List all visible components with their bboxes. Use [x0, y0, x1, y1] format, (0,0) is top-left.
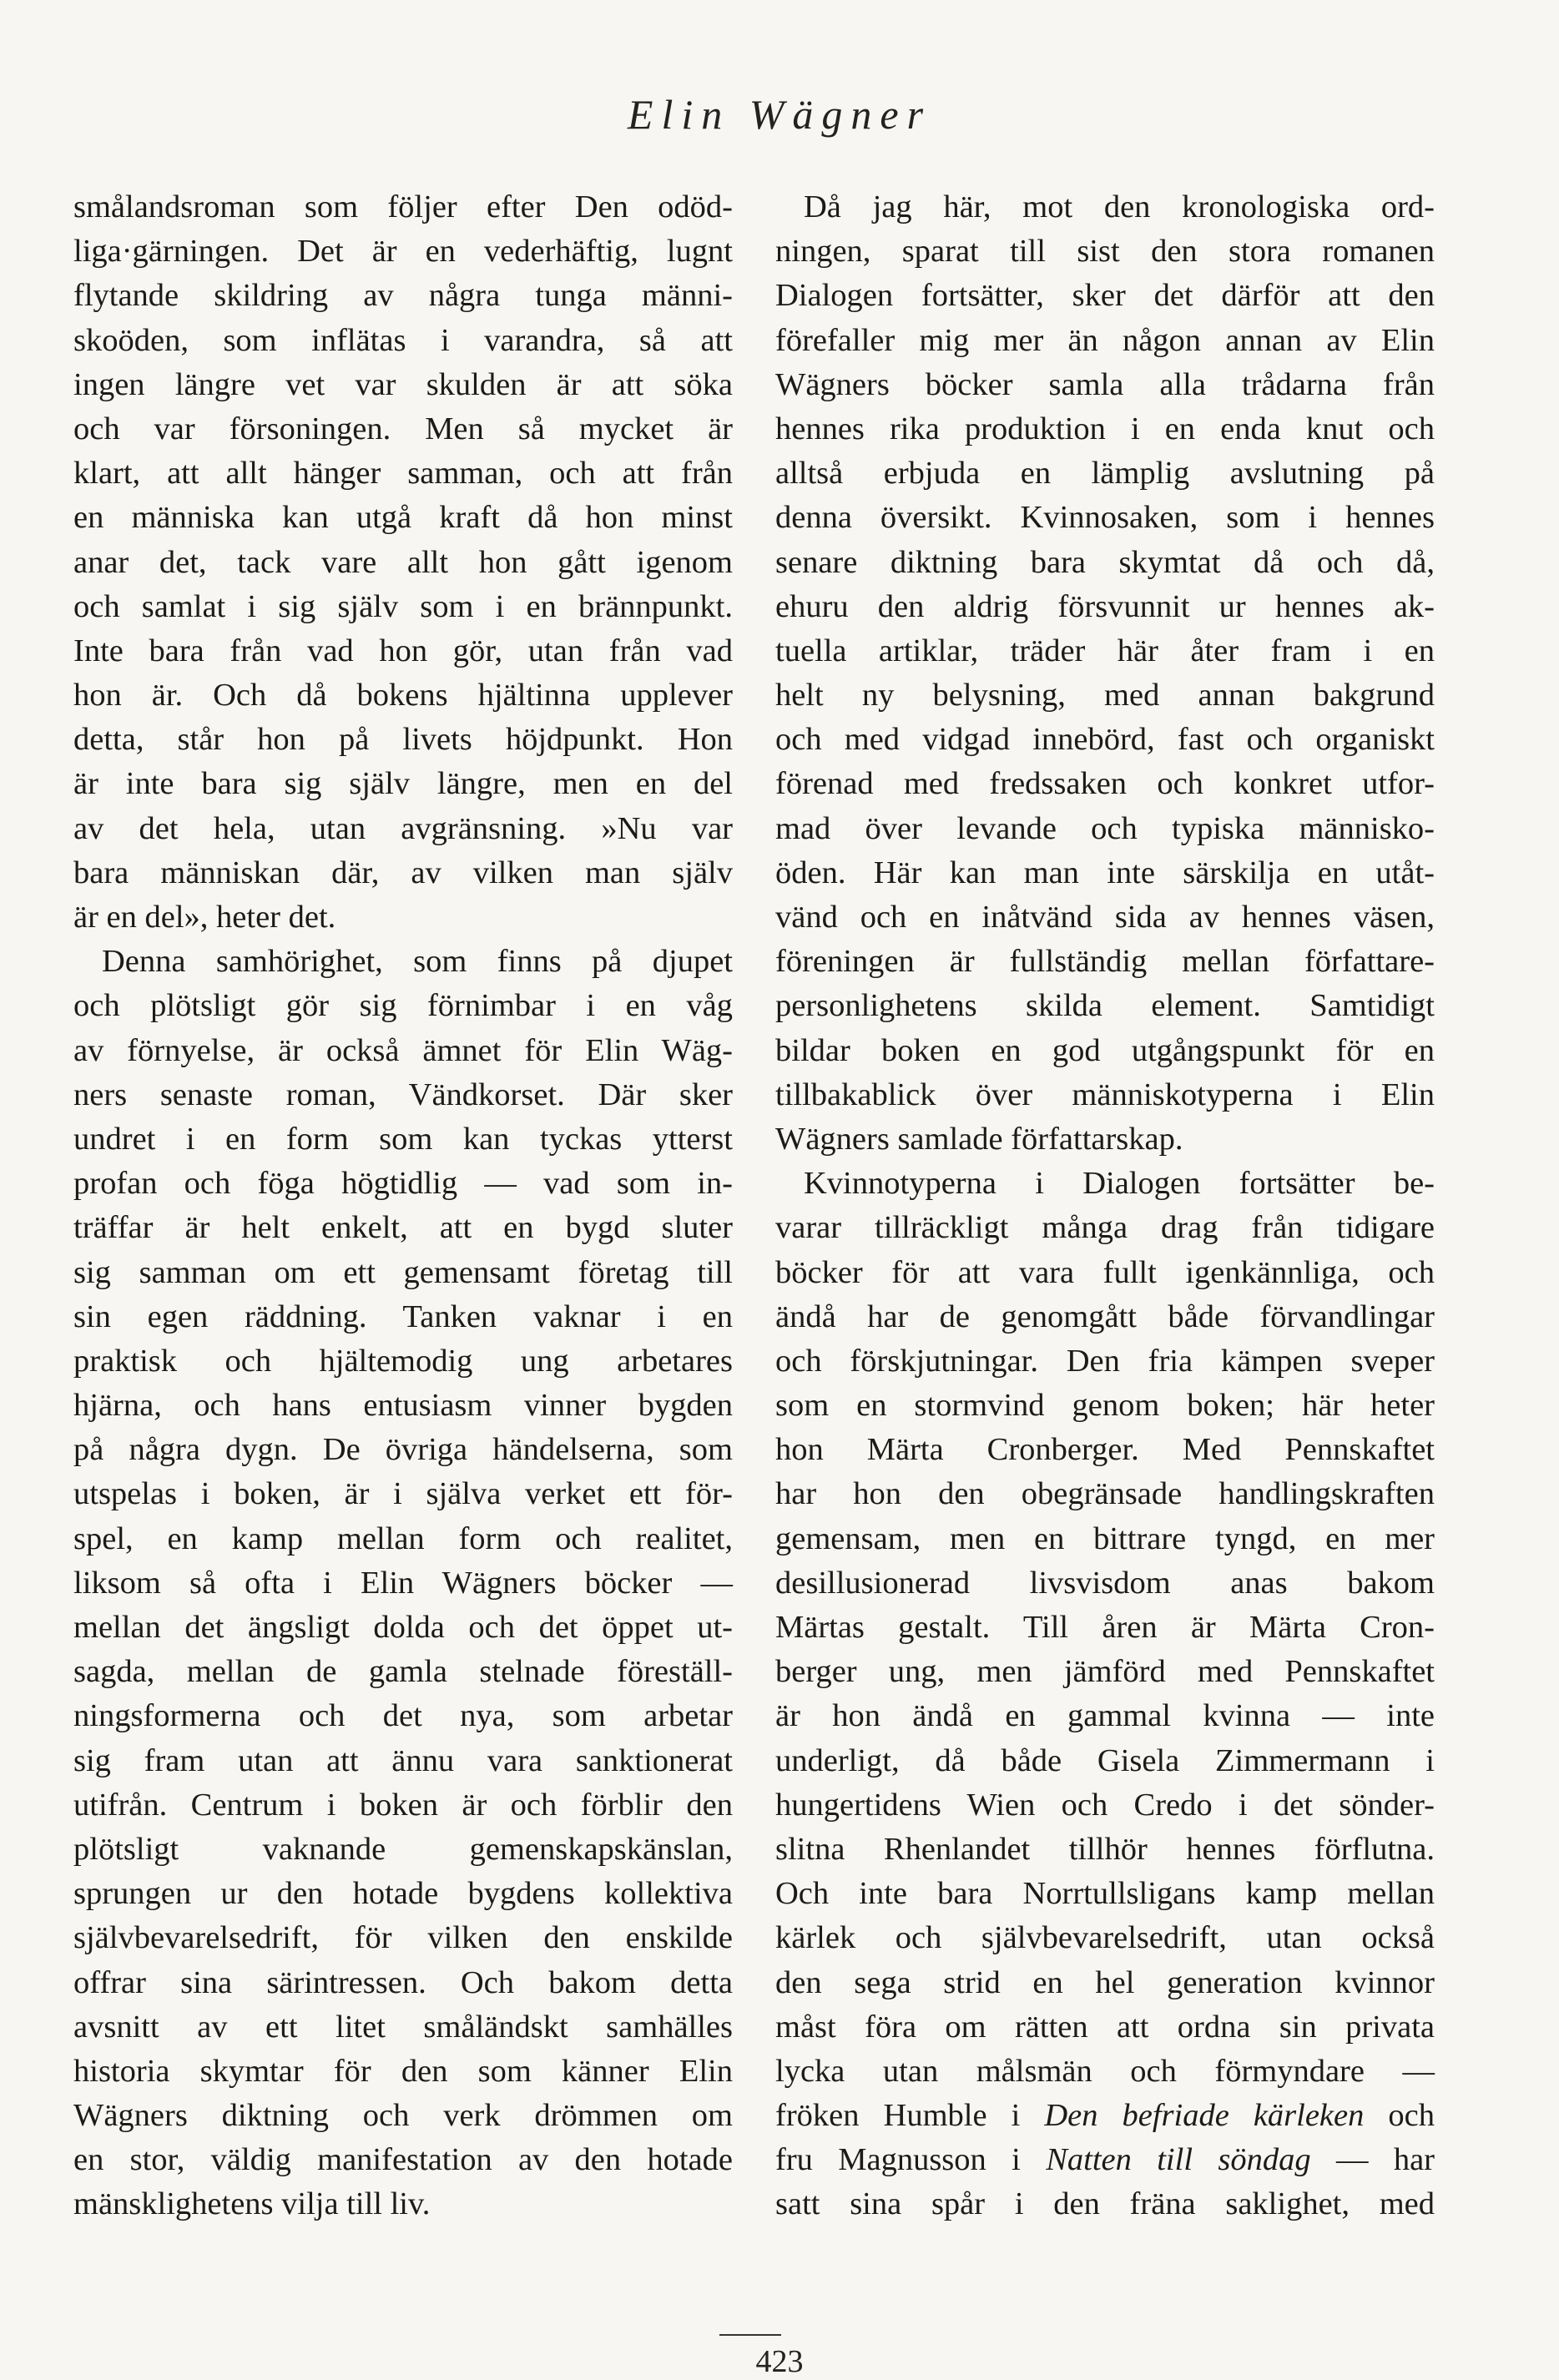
text-line: sig fram utan att ännu vara sanktionerat	[73, 1742, 733, 1778]
text-line: helt ny belysning, med annan bakgrund	[775, 678, 1435, 713]
text-line: självbevarelsedrift, för vilken den enskilde	[73, 1920, 733, 1956]
text-line: slitna Rhenlandet tillhör hennes förflutna.	[775, 1831, 1435, 1867]
page-number-rule	[719, 2334, 781, 2336]
text-line: avsnitt av ett litet småländskt samhälles	[73, 2009, 733, 2045]
text-line: desillusionerad livsvisdom anas bakom	[775, 1565, 1435, 1601]
text-line: liga·gärningen. Det är en vederhäftig, lugnt	[73, 234, 733, 270]
text-span: — har	[1310, 2142, 1435, 2178]
text-line: och förskjutningar. Den fria kämpen sveper	[775, 1343, 1435, 1379]
text-line: skoöden, som inflätas i varandra, så att	[73, 322, 733, 358]
text-line: spel, en kamp mellan form och realitet,	[73, 1520, 733, 1556]
text-line: ningen, sparat till sist den stora romanen	[775, 234, 1435, 270]
text-line: Denna samhörighet, som finns på djupet	[102, 944, 733, 980]
text-line: ingen längre vet var skulden är att söka	[73, 366, 733, 402]
text-line: denna översikt. Kvinnosaken, som i hennes	[775, 500, 1435, 536]
text-line: Wägners böcker samla alla trådarna från	[775, 366, 1435, 402]
text-line: förefaller mig mer än någon annan av Elin	[775, 322, 1435, 358]
text-line: detta, står hon på livets höjdpunkt. Hon	[73, 722, 733, 758]
text-line: liksom så ofta i Elin Wägners böcker —	[73, 1565, 733, 1601]
text-line: mänsklighetens vilja till liv.	[73, 2186, 431, 2222]
text-span: och	[1364, 2098, 1435, 2134]
book-title: Natten till söndag	[1046, 2142, 1311, 2178]
text-line: vänd och en inåtvänd sida av hennes väsen,	[775, 900, 1435, 935]
text-line: mad över levande och typiska människo-	[775, 810, 1435, 846]
text-line: satt sina spår i den fräna saklighet, med	[775, 2186, 1435, 2222]
text-line: på några dygn. De övriga händelserna, som	[73, 1432, 733, 1468]
text-line: berger ung, men jämförd med Pennskaftet	[775, 1654, 1435, 1690]
text-line: klart, att allt hänger samman, och att från	[73, 456, 733, 492]
text-line: underligt, då både Gisela Zimmermann i	[775, 1742, 1435, 1778]
text-line: och plötsligt gör sig förnimbar i en våg	[73, 988, 733, 1024]
text-line: sin egen räddning. Tanken vaknar i en	[73, 1298, 733, 1334]
text-line: öden. Här kan man inte särskilja en utåt-	[775, 855, 1435, 890]
text-line: har hon den obegränsade handlingskraften	[775, 1476, 1435, 1512]
text-line: sprungen ur den hotade bygdens kollektiva	[73, 1876, 733, 1912]
book-title: Den befriade kärleken	[1044, 2098, 1365, 2134]
text-line: ehuru den aldrig försvunnit ur hennes ak-	[775, 588, 1435, 624]
text-line: och samlat i sig själv som i en brännpunkt.	[73, 588, 733, 624]
text-line: den sega strid en hel generation kvinnor	[775, 1964, 1435, 2000]
text-line: träffar är helt enkelt, att en bygd sluter	[73, 1210, 733, 1246]
text-line: är hon ändå en gammal kvinna — inte	[775, 1698, 1435, 1734]
text-line: mellan det ängsligt dolda och det öppet ut-	[73, 1610, 733, 1645]
text-line: hennes rika produktion i en enda knut och	[775, 411, 1435, 446]
text-line: historia skymtar för den som känner Elin	[73, 2053, 733, 2089]
text-line: anar det, tack vare allt hon gått igenom	[73, 544, 733, 580]
text-line: senare diktning bara skymtat då och då,	[775, 544, 1435, 580]
text-line: undret i en form som kan tyckas ytterst	[73, 1121, 733, 1157]
text-line: bara människan där, av vilken man själv	[73, 855, 733, 890]
text-line: Då jag här, mot den kronologiska ord-	[804, 189, 1435, 224]
text-line: profan och föga högtidlig — vad som in-	[73, 1166, 733, 1202]
text-line: en människa kan utgå kraft då hon minst	[73, 500, 733, 536]
text-line: ändå har de genomgått både förvandlingar	[775, 1298, 1435, 1334]
text-span: fru Magnusson i	[775, 2142, 1047, 2178]
text-line: plötsligt vaknande gemenskapskänslan,	[73, 1831, 733, 1867]
text-line: förenad med fredssaken och konkret utfor-	[775, 766, 1435, 802]
text-line: bildar boken en god utgångspunkt för en	[775, 1032, 1435, 1068]
text-line: Märtas gestalt. Till åren är Märta Cron-	[775, 1610, 1435, 1645]
text-line: Wägners diktning och verk drömmen om	[73, 2098, 733, 2134]
text-line	[775, 2138, 1435, 2182]
text-line: sig samman om ett gemensamt företag till	[73, 1254, 733, 1290]
text-line: Och inte bara Norrtullsligans kamp mellan	[775, 1876, 1435, 1912]
text-line: av det hela, utan avgränsning. »Nu var	[73, 810, 733, 846]
text-span: fröken Humble i	[775, 2098, 1045, 2134]
text-line: är inte bara sig själv längre, men en del	[73, 766, 733, 802]
text-line: hungertidens Wien och Credo i det sönder-	[775, 1787, 1435, 1823]
text-line: är en del», heter det.	[73, 900, 336, 935]
text-line: gemensam, men en bittrare tyngd, en mer	[775, 1520, 1435, 1556]
text-line: alltså erbjuda en lämplig avslutning på	[775, 456, 1435, 492]
text-line: föreningen är fullständig mellan författare-	[775, 944, 1435, 980]
left-column	[73, 185, 733, 2227]
running-head: Elin Wägner	[627, 91, 932, 138]
text-line: hjärna, och hans entusiasm vinner bygden	[73, 1388, 733, 1424]
text-line: ners senaste roman, Vändkorset. Där sker	[73, 1077, 733, 1112]
text-line: hon Märta Cronberger. Med Pennskaftet	[775, 1432, 1435, 1468]
text-line: varar tillräckligt många drag från tidigare	[775, 1210, 1435, 1246]
text-line: offrar sina särintressen. Och bakom detta	[73, 1964, 733, 2000]
page-number: 423	[755, 2344, 804, 2379]
text-line: Wägners samlade författarskap.	[775, 1121, 1183, 1157]
text-line: måst föra om rätten att ordna sin privata	[775, 2009, 1435, 2045]
text-line: utspelas i boken, är i själva verket ett för-	[73, 1476, 733, 1512]
text-line: en stor, väldig manifestation av den hotade	[73, 2142, 733, 2178]
text-line: Dialogen fortsätter, sker det därför att den	[775, 278, 1435, 314]
text-line: praktisk och hjältemodig ung arbetares	[73, 1343, 733, 1379]
text-line: hon är. Och då bokens hjältinna upplever	[73, 678, 733, 713]
text-line: sagda, mellan de gamla stelnade föreställ-	[73, 1654, 733, 1690]
text-line: Kvinnotyperna i Dialogen fortsätter be-	[804, 1166, 1435, 1202]
text-line: smålandsroman som följer efter Den odöd-	[73, 189, 733, 224]
text-line: ningsformerna och det nya, som arbetar	[73, 1698, 733, 1734]
text-line	[775, 2094, 1435, 2138]
text-line: Inte bara från vad hon gör, utan från vad	[73, 633, 733, 668]
text-line: av förnyelse, är också ämnet för Elin Wäg-	[73, 1032, 733, 1068]
text-line: tillbakablick över människotyperna i Elin	[775, 1077, 1435, 1112]
text-line: flytande skildring av några tunga männi-	[73, 278, 733, 314]
text-line: som en stormvind genom boken; här heter	[775, 1388, 1435, 1424]
text-line: och var försoningen. Men så mycket är	[73, 411, 733, 446]
text-line: personlighetens skilda element. Samtidigt	[775, 988, 1435, 1024]
text-line: utifrån. Centrum i boken är och förblir den	[73, 1787, 733, 1823]
right-column	[775, 185, 1435, 2227]
text-line: lycka utan målsmän och förmyndare —	[775, 2053, 1435, 2089]
text-line: och med vidgad innebörd, fast och organiskt	[775, 722, 1435, 758]
text-line: böcker för att vara fullt igenkännliga, och	[775, 1254, 1435, 1290]
text-line: tuella artiklar, träder här åter fram i en	[775, 633, 1435, 668]
text-line: kärlek och självbevarelsedrift, utan också	[775, 1920, 1435, 1956]
